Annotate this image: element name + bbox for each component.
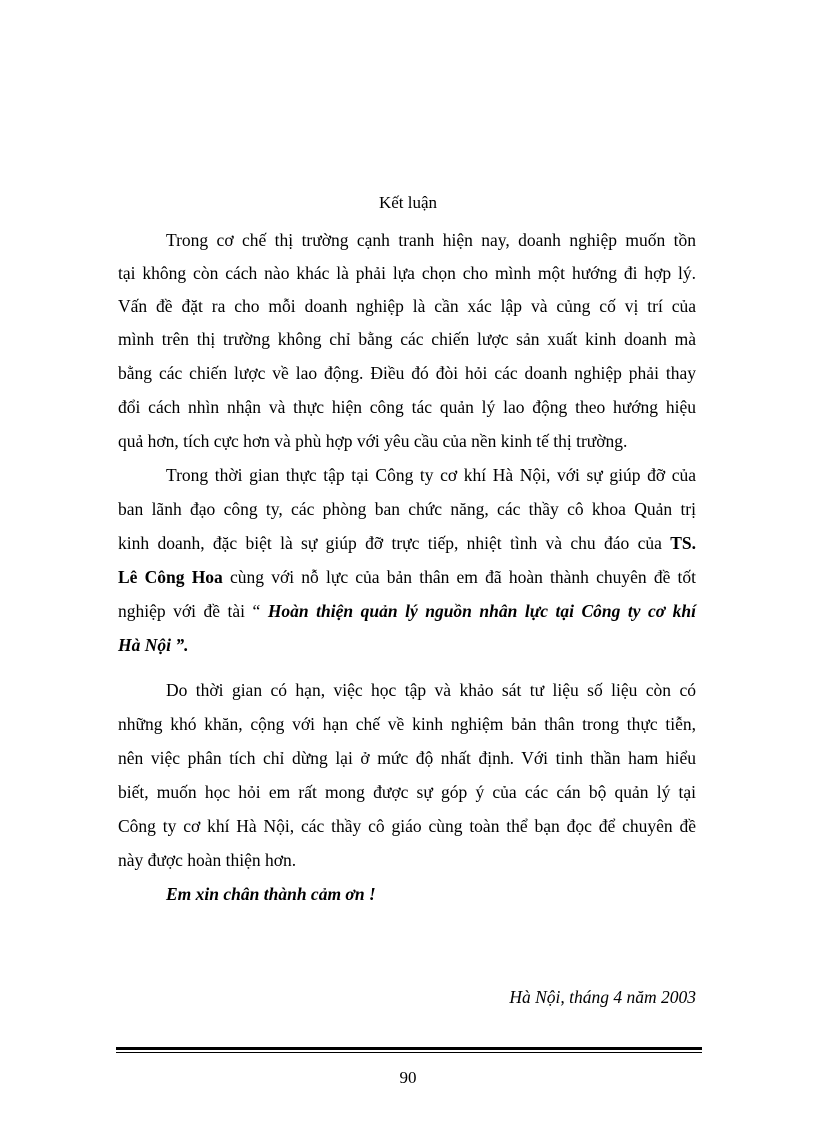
date-line: Hà Nội, tháng 4 năm 2003	[509, 987, 696, 1007]
paragraph-3-line: này được hoàn thiện hơn.	[118, 850, 297, 870]
footer-rule-thin	[116, 1052, 702, 1053]
paragraph-1-line: mình trên thị trường không chỉ bằng các chiến lược sản xuất kinh doanh mà	[118, 329, 696, 349]
closing-thanks: Em xin chân thành cảm ơn !	[166, 884, 376, 904]
paragraph-1-line: đổi cách nhìn nhận và thực hiện công tác quản lý lao động theo hướng hiệu	[118, 397, 696, 417]
paragraph-2-text: nghiệp với đề tài “	[118, 601, 261, 621]
paragraph-3-line: Do thời gian có hạn, việc học tập và khảo sát tư liệu số liệu còn có	[166, 680, 696, 700]
author-name: Lê Công Hoa	[118, 567, 223, 587]
paragraph-2-text: cùng với nỗ lực của bản thân em đã hoàn thành chuyên đề tốt	[230, 567, 697, 587]
author-title: TS.	[670, 533, 697, 553]
paragraph-2-line	[118, 634, 696, 656]
paragraph-2-line: ban lãnh đạo công ty, các phòng ban chức năng, các thầy cô khoa Quản trị	[118, 499, 696, 519]
paragraph-3-line: nên việc phân tích chỉ dừng lại ở mức độ nhất định. Với tinh thần ham hiểu	[118, 748, 696, 768]
thesis-topic: Hoàn thiện quản lý nguồn nhân lực tại Công ty cơ khí	[267, 601, 697, 621]
paragraph-2-text: kinh doanh, đặc biệt là sự giúp đỡ trực tiếp, nhiệt tình và chu đáo của	[118, 533, 662, 553]
footer-rule-thick	[116, 1047, 702, 1050]
paragraph-2-line	[118, 566, 696, 588]
thesis-topic-end: Hà Nội ”.	[118, 635, 189, 655]
paragraph-1-line: tại không còn cách nào khác là phải lựa chọn cho mình một hướng đi hợp lý.	[118, 263, 696, 283]
paragraph-2-line	[118, 600, 696, 622]
paragraph-1-line: Vấn đề đặt ra cho mỗi doanh nghiệp là cần xác lập và củng cố vị trí của	[118, 296, 696, 316]
paragraph-3-line: biết, muốn học hỏi em rất mong được sự góp ý của các cán bộ quản lý tại	[118, 782, 696, 802]
paragraph-1-line: bằng các chiến lược về lao động. Điều đó đòi hỏi các doanh nghiệp phải thay	[118, 363, 696, 383]
paragraph-2-line	[118, 532, 696, 554]
paragraph-1-line: Trong cơ chế thị trường cạnh tranh hiện nay, doanh nghiệp muốn tồn	[166, 230, 696, 250]
paragraph-3-line: những khó khăn, cộng với hạn chế về kinh nghiệm bản thân trong thực tiễn,	[118, 714, 696, 734]
page-number: 90	[399, 1068, 417, 1087]
paragraph-1-line: quả hơn, tích cực hơn và phù hợp với yêu cầu của nền kinh tế thị trường.	[118, 431, 628, 451]
paragraph-2-line: Trong thời gian thực tập tại Công ty cơ khí Hà Nội, với sự giúp đỡ của	[166, 465, 696, 485]
paragraph-3-line: Công ty cơ khí Hà Nội, các thầy cô giáo cùng toàn thể bạn đọc để chuyên đề	[118, 816, 696, 836]
page-title: Kết luận	[378, 193, 438, 212]
